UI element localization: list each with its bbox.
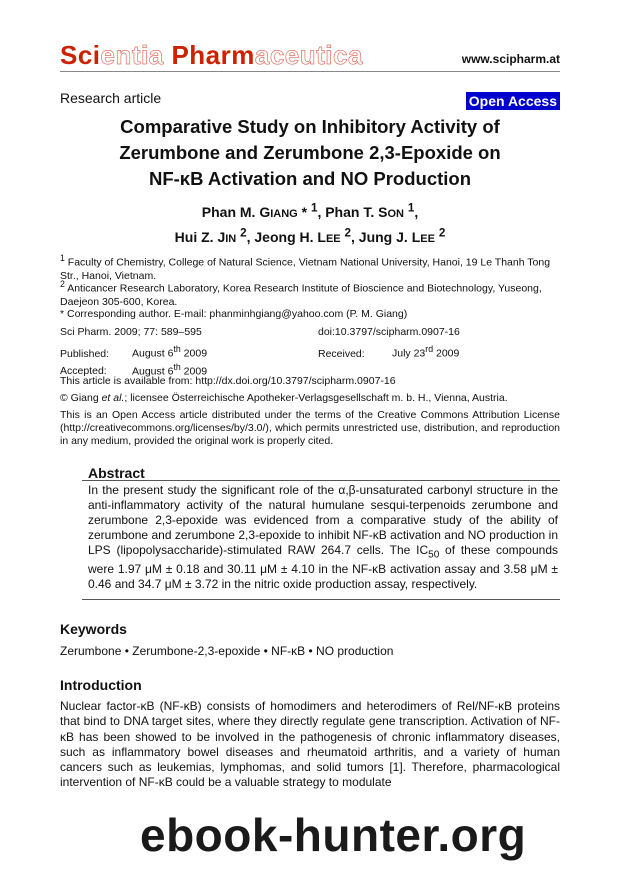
affiliation: $^1$ Faculty of Chemistry, College of Natural Science, Vietnam National University, Hanoi, 19 Le Thanh Tong Str., Hanoi, Vietnam. <box>60 253 551 282</box>
open-access-badge: Open Access <box>466 92 560 110</box>
abstract-text: In the present study the significant role of the α,β-unsaturated carbonyl structure in the anti-inflammatory activity of the natural humulane sesqui-terpenoids zerumbone and zerumbone 2,3-epoxide was evidenced from a comparative study of the ability of zerumbone and zerumbone 2,3-epoxide to inhibit NF-κB activation and NO production in LPS (lipopolysaccharide)-stimulated RAW 264.7 cells. The $IC_{50}$ of these compounds were 1.97 μM ± 0.18 and 30.11 μM ± 4.10 in the NF-κB activation assay and 3.58 μM ± 0.46 and 34.7 μM ± 3.72 in the nitric oxide production assay, respectively. <box>88 483 558 592</box>
publication-meta-right <box>318 326 558 361</box>
author: Phan M. GIANG * $^1$, <box>201 201 326 220</box>
doi[interactable]: doi:10.3797/scipharm.0907-16 <box>318 326 460 338</box>
keywords-text: Zerumbone • Zerumbone-2,3-epoxide • NF-κB • NO production <box>60 644 394 658</box>
citation: Sci Pharm. 2009; 77: 589–595 <box>60 326 202 338</box>
affiliation: $^2$ Anticancer Research Laboratory, Korea Research Institute of Bioscience and Biotechnology, Yuseong, Daejeon 305-600, Korea. <box>60 279 542 308</box>
article-title <box>60 114 560 192</box>
published-date: Published: August 6th 2009 <box>60 344 208 360</box>
journal-logo <box>60 40 363 71</box>
title-line: NF-κB Activation and NO Production <box>148 168 472 189</box>
author: Phan T. SON $^1$, <box>325 201 419 220</box>
journal-logo-part: aceutica <box>254 40 363 70</box>
license-text: This is an Open Access article distributed under the terms of the Creative Commons Attribution License (http://creativecommons.org/licenses/by/3.0/), which permits unrestricted use, distribution, and reproduction in any medium, provided the original work is properly cited. <box>60 409 560 447</box>
corresponding-author: * Corresponding author. E-mail: phanminhgiang@yahoo.com (P. M. Giang) <box>60 308 408 320</box>
author: Jung J. LEE $^2$ <box>358 226 446 246</box>
journal-website: www.scipharm.at <box>461 52 560 66</box>
publication-meta-left <box>60 326 290 378</box>
article-type: Research article <box>60 90 162 106</box>
author-list <box>60 198 560 249</box>
watermark: ebook-hunter.org <box>140 809 527 861</box>
availability-link[interactable]: This article is available from: http://dx.doi.org/10.3797/scipharm.0907-16 <box>60 375 396 387</box>
abstract-heading: Abstract <box>88 465 145 481</box>
title-line: Comparative Study on Inhibitory Activity of <box>120 116 500 137</box>
received-date: Received: July 23rd 2009 <box>318 344 460 360</box>
keywords-heading: Keywords <box>60 621 127 637</box>
author: Jeong H. LEE $^2$, <box>254 226 359 246</box>
journal-logo-part: Sci <box>60 40 101 70</box>
journal-logo-part: Pharm <box>171 40 255 70</box>
journal-logo-part: entia <box>100 40 172 70</box>
introduction-heading: Introduction <box>60 677 142 693</box>
author: Hui Z. JIN $^2$, <box>174 226 255 246</box>
header-divider <box>60 71 560 72</box>
accepted-date: Accepted: August 6th 2009 <box>60 361 208 377</box>
copyright: © Giang et al.; licensee Österreichische Apotheker-Verlagsgesellschaft m. b. H., Vienna, Austria. <box>60 392 508 404</box>
introduction-text: Nuclear factor-κB (NF-κB) consists of homodimers and heterodimers of Rel/NF-κB proteins that bind to DNA target sites, where they directly regulate gene transcription. Activation of NF-κB has been showed to be involved in the pathogenesis of chronic inflammatory diseases, such as inflammatory bowel diseases and rheumatoid arthritis, and a variety of human cancers such as leukemias, lymphomas, and solid tumors [1]. Therefore, pharmacological intervention of NF-κB could be a valuable strategy to modulate <box>60 699 560 790</box>
title-line: Zerumbone and Zerumbone 2,3-Epoxide on <box>119 142 501 163</box>
